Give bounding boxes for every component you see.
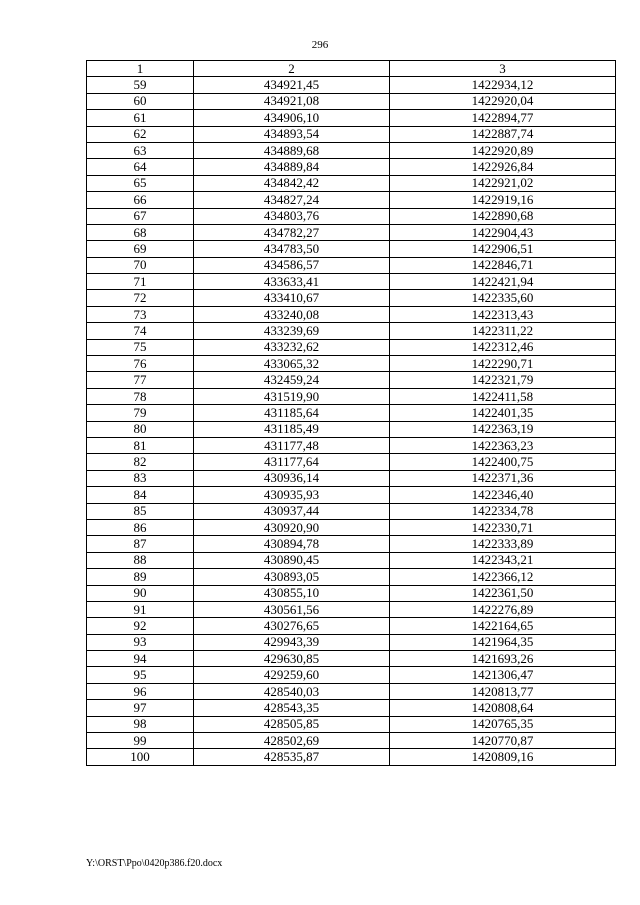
y-coordinate-cell: 1422334,78 [390,503,616,519]
y-coordinate-cell: 1420765,35 [390,716,616,732]
point-number-cell: 82 [87,454,194,470]
table-row [87,110,616,126]
point-number-cell: 60 [87,93,194,109]
point-number-cell: 89 [87,569,194,585]
point-number-cell: 79 [87,405,194,421]
table-row [87,651,616,667]
x-coordinate-cell: 428505,85 [194,716,390,732]
table-row [87,274,616,290]
table-row [87,601,616,617]
y-coordinate-cell: 1422313,43 [390,306,616,322]
table-header-row [87,61,616,77]
table-row [87,372,616,388]
y-coordinate-cell: 1422363,23 [390,437,616,453]
x-coordinate-cell: 434827,24 [194,192,390,208]
table-row [87,503,616,519]
x-coordinate-cell: 429259,60 [194,667,390,683]
x-coordinate-cell: 428502,69 [194,733,390,749]
y-coordinate-cell: 1422366,12 [390,569,616,585]
x-coordinate-cell: 428543,35 [194,700,390,716]
table-row [87,667,616,683]
y-coordinate-cell: 1422920,89 [390,142,616,158]
point-number-cell: 80 [87,421,194,437]
x-coordinate-cell: 431185,49 [194,421,390,437]
y-coordinate-cell: 1420809,16 [390,749,616,765]
point-number-cell: 68 [87,224,194,240]
point-number-cell: 90 [87,585,194,601]
x-coordinate-cell: 434906,10 [194,110,390,126]
table-row [87,421,616,437]
table-row [87,339,616,355]
table-row [87,536,616,552]
column-header-2: 2 [194,61,390,77]
point-number-cell: 83 [87,470,194,486]
point-number-cell: 94 [87,651,194,667]
point-number-cell: 85 [87,503,194,519]
y-coordinate-cell: 1422276,89 [390,601,616,617]
point-number-cell: 59 [87,77,194,93]
point-number-cell: 96 [87,683,194,699]
y-coordinate-cell: 1422312,46 [390,339,616,355]
point-number-cell: 67 [87,208,194,224]
table-row [87,208,616,224]
x-coordinate-cell: 434889,84 [194,159,390,175]
x-coordinate-cell: 430937,44 [194,503,390,519]
y-coordinate-cell: 1422400,75 [390,454,616,470]
table-row [87,470,616,486]
point-number-cell: 92 [87,618,194,634]
point-number-cell: 72 [87,290,194,306]
x-coordinate-cell: 433232,62 [194,339,390,355]
point-number-cell: 71 [87,274,194,290]
point-number-cell: 69 [87,241,194,257]
x-coordinate-cell: 433239,69 [194,323,390,339]
x-coordinate-cell: 430936,14 [194,470,390,486]
x-coordinate-cell: 428535,87 [194,749,390,765]
point-number-cell: 70 [87,257,194,273]
table-body [87,77,616,765]
y-coordinate-cell: 1420808,64 [390,700,616,716]
y-coordinate-cell: 1420813,77 [390,683,616,699]
table-row [87,733,616,749]
y-coordinate-cell: 1422164,65 [390,618,616,634]
table-row [87,142,616,158]
table-row [87,618,616,634]
x-coordinate-cell: 429943,39 [194,634,390,650]
table-row [87,290,616,306]
table-row [87,224,616,240]
point-number-cell: 100 [87,749,194,765]
point-number-cell: 63 [87,142,194,158]
x-coordinate-cell: 434842,42 [194,175,390,191]
x-coordinate-cell: 433410,67 [194,290,390,306]
table-row [87,405,616,421]
x-coordinate-cell: 434782,27 [194,224,390,240]
table-row [87,93,616,109]
y-coordinate-cell: 1420770,87 [390,733,616,749]
table-row [87,634,616,650]
table-row [87,388,616,404]
table-row [87,175,616,191]
point-number-cell: 86 [87,519,194,535]
x-coordinate-cell: 431177,64 [194,454,390,470]
y-coordinate-cell: 1422934,12 [390,77,616,93]
table-row [87,487,616,503]
y-coordinate-cell: 1422920,04 [390,93,616,109]
x-coordinate-cell: 430561,56 [194,601,390,617]
x-coordinate-cell: 431519,90 [194,388,390,404]
y-coordinate-cell: 1422846,71 [390,257,616,273]
table-row [87,683,616,699]
y-coordinate-cell: 1422330,71 [390,519,616,535]
table-row [87,356,616,372]
y-coordinate-cell: 1422890,68 [390,208,616,224]
table-row [87,437,616,453]
y-coordinate-cell: 1422887,74 [390,126,616,142]
point-number-cell: 62 [87,126,194,142]
point-number-cell: 65 [87,175,194,191]
y-coordinate-cell: 1422346,40 [390,487,616,503]
y-coordinate-cell: 1422290,71 [390,356,616,372]
table-row [87,192,616,208]
table-row [87,77,616,93]
x-coordinate-cell: 430935,93 [194,487,390,503]
x-coordinate-cell: 434893,54 [194,126,390,142]
x-coordinate-cell: 430276,65 [194,618,390,634]
x-coordinate-cell: 430855,10 [194,585,390,601]
x-coordinate-cell: 429630,85 [194,651,390,667]
point-number-cell: 87 [87,536,194,552]
x-coordinate-cell: 431177,48 [194,437,390,453]
y-coordinate-cell: 1422343,21 [390,552,616,568]
y-coordinate-cell: 1422321,79 [390,372,616,388]
y-coordinate-cell: 1422906,51 [390,241,616,257]
table-row [87,716,616,732]
y-coordinate-cell: 1422411,58 [390,388,616,404]
point-number-cell: 98 [87,716,194,732]
y-coordinate-cell: 1421964,35 [390,634,616,650]
column-header-1: 1 [87,61,194,77]
x-coordinate-cell: 433065,32 [194,356,390,372]
point-number-cell: 73 [87,306,194,322]
table-row [87,306,616,322]
x-coordinate-cell: 434586,57 [194,257,390,273]
x-coordinate-cell: 430893,05 [194,569,390,585]
y-coordinate-cell: 1422361,50 [390,585,616,601]
point-number-cell: 99 [87,733,194,749]
coordinates-table [86,60,616,766]
point-number-cell: 81 [87,437,194,453]
y-coordinate-cell: 1422363,19 [390,421,616,437]
table-row [87,323,616,339]
table-row [87,552,616,568]
y-coordinate-cell: 1422921,02 [390,175,616,191]
x-coordinate-cell: 430894,78 [194,536,390,552]
y-coordinate-cell: 1422894,77 [390,110,616,126]
table-row [87,585,616,601]
point-number-cell: 74 [87,323,194,339]
table-row [87,749,616,765]
point-number-cell: 93 [87,634,194,650]
y-coordinate-cell: 1421306,47 [390,667,616,683]
x-coordinate-cell: 434783,50 [194,241,390,257]
y-coordinate-cell: 1422371,36 [390,470,616,486]
point-number-cell: 64 [87,159,194,175]
table-row [87,700,616,716]
x-coordinate-cell: 431185,64 [194,405,390,421]
point-number-cell: 77 [87,372,194,388]
point-number-cell: 91 [87,601,194,617]
x-coordinate-cell: 428540,03 [194,683,390,699]
x-coordinate-cell: 430920,90 [194,519,390,535]
x-coordinate-cell: 434921,08 [194,93,390,109]
x-coordinate-cell: 433633,41 [194,274,390,290]
footer-file-path: Y:\ORST\Ppo\0420p386.f20.docx [86,858,223,869]
coordinates-table-container [86,60,615,766]
y-coordinate-cell: 1422311,22 [390,323,616,339]
table-row [87,519,616,535]
point-number-cell: 78 [87,388,194,404]
y-coordinate-cell: 1422401,35 [390,405,616,421]
point-number-cell: 95 [87,667,194,683]
point-number-cell: 61 [87,110,194,126]
table-row [87,159,616,175]
y-coordinate-cell: 1422919,16 [390,192,616,208]
y-coordinate-cell: 1422335,60 [390,290,616,306]
table-row [87,126,616,142]
y-coordinate-cell: 1422926,84 [390,159,616,175]
y-coordinate-cell: 1421693,26 [390,651,616,667]
table-row [87,241,616,257]
y-coordinate-cell: 1422421,94 [390,274,616,290]
x-coordinate-cell: 433240,08 [194,306,390,322]
y-coordinate-cell: 1422333,89 [390,536,616,552]
x-coordinate-cell: 434803,76 [194,208,390,224]
page-number: 296 [311,39,329,51]
point-number-cell: 97 [87,700,194,716]
point-number-cell: 88 [87,552,194,568]
table-row [87,257,616,273]
point-number-cell: 76 [87,356,194,372]
point-number-cell: 84 [87,487,194,503]
x-coordinate-cell: 432459,24 [194,372,390,388]
x-coordinate-cell: 434921,45 [194,77,390,93]
x-coordinate-cell: 430890,45 [194,552,390,568]
point-number-cell: 75 [87,339,194,355]
table-row [87,454,616,470]
x-coordinate-cell: 434889,68 [194,142,390,158]
table-row [87,569,616,585]
y-coordinate-cell: 1422904,43 [390,224,616,240]
point-number-cell: 66 [87,192,194,208]
column-header-3: 3 [390,61,616,77]
